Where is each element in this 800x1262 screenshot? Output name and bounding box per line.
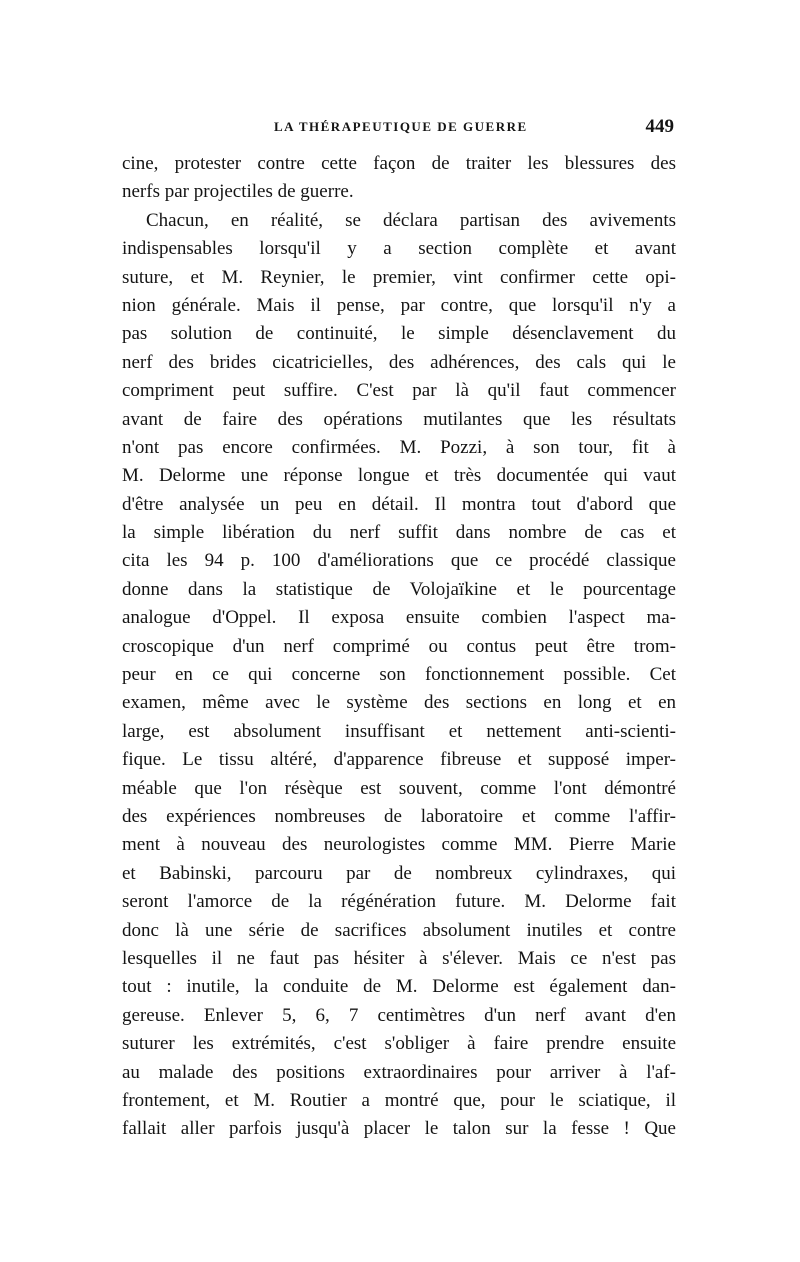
- page-number: 449: [645, 116, 674, 137]
- text-line: indispensables lorsqu'il y a section complète et avant: [122, 238, 676, 260]
- running-title: LA THÉRAPEUTIQUE DE GUERRE: [274, 119, 528, 134]
- text-line: examen, même avec le système des sections en long et en: [122, 692, 676, 714]
- text-line: avant de faire des opérations mutilantes que les résultats: [122, 408, 676, 430]
- text-line: nerfs par projectiles de guerre.: [122, 181, 354, 203]
- text-line: M. Delorme une réponse longue et très documentée qui vaut: [122, 465, 676, 487]
- text-line: pas solution de continuité, le simple désenclavement du: [122, 323, 676, 345]
- text-line: au malade des positions extraordinaires pour arriver à l'af-: [122, 1061, 676, 1083]
- text-line: fique. Le tissu altéré, d'apparence fibreuse et supposé imper-: [122, 749, 676, 771]
- text-line: compriment peut suffire. C'est par là qu'il faut commencer: [122, 380, 676, 402]
- text-line: suturer les extrémités, c'est s'obliger à faire prendre ensuite: [122, 1033, 676, 1055]
- text-line: des expériences nombreuses de laboratoire et comme l'affir-: [122, 805, 676, 827]
- text-line: lesquelles il ne faut pas hésiter à s'élever. Mais ce n'est pas: [122, 947, 676, 969]
- text-line: Chacun, en réalité, se déclara partisan des avivements: [146, 209, 676, 231]
- text-line: donne dans la statistique de Volojaïkine et le pourcentage: [122, 578, 676, 600]
- text-line: n'ont pas encore confirmées. M. Pozzi, à son tour, fit à: [122, 436, 676, 458]
- text-line: méable que l'on résèque est souvent, comme l'ont démontré: [122, 777, 676, 799]
- text-line: croscopique d'un nerf comprimé ou contus peut être trom-: [122, 635, 676, 657]
- text-line: fallait aller parfois jusqu'à placer le talon sur la fesse ! Que: [122, 1118, 676, 1140]
- text-line: et Babinski, parcouru par de nombreux cylindraxes, qui: [122, 862, 676, 884]
- text-line: peur en ce qui concerne son fonctionnement possible. Cet: [122, 664, 676, 686]
- text-line: ment à nouveau des neurologistes comme MM. Pierre Marie: [122, 834, 676, 856]
- text-line: cine, protester contre cette façon de traiter les blessures des: [122, 153, 676, 174]
- running-head: [122, 116, 674, 140]
- text-line: donc là une série de sacrifices absolument inutiles et contre: [122, 919, 676, 941]
- text-line: nerf des brides cicatricielles, des adhérences, des cals qui le: [122, 351, 676, 373]
- body-text: [122, 150, 676, 1144]
- text-line: tout : inutile, la conduite de M. Delorme est également dan-: [122, 976, 676, 998]
- text-line: cita les 94 p. 100 d'améliorations que ce procédé classique: [122, 550, 676, 572]
- text-line: analogue d'Oppel. Il exposa ensuite combien l'aspect ma-: [122, 607, 676, 629]
- text-line: la simple libération du nerf suffit dans nombre de cas et: [122, 522, 676, 544]
- text-line: nion générale. Mais il pense, par contre, que lorsqu'il n'y a: [122, 294, 676, 316]
- text-line: frontement, et M. Routier a montré que, pour le sciatique, il: [122, 1089, 676, 1111]
- text-line: d'être analysée un peu en détail. Il montra tout d'abord que: [122, 493, 676, 515]
- text-line: suture, et M. Reynier, le premier, vint confirmer cette opi-: [122, 266, 676, 288]
- text-line: large, est absolument insuffisant et nettement anti-scienti-: [122, 720, 676, 742]
- text-line: seront l'amorce de la régénération future. M. Delorme fait: [122, 891, 676, 913]
- text-line: gereuse. Enlever 5, 6, 7 centimètres d'un nerf avant d'en: [122, 1004, 676, 1026]
